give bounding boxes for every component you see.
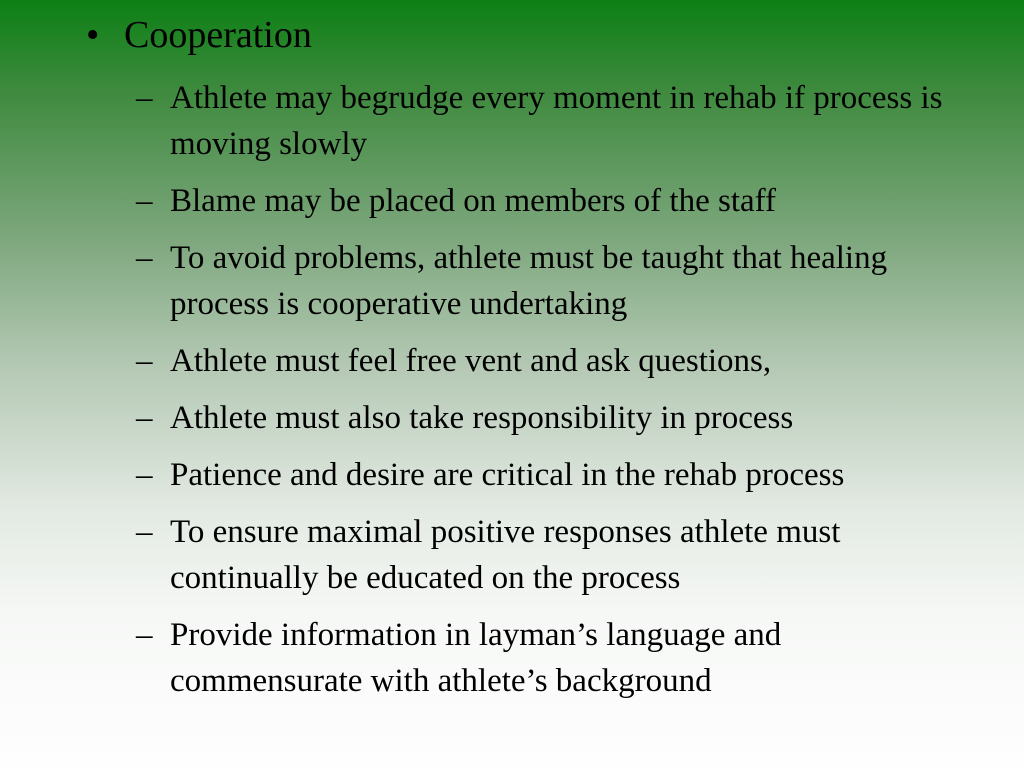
sub-bullet-item bbox=[136, 338, 966, 384]
sub-bullet-text: Patience and desire are critical in the rehab process bbox=[170, 457, 845, 493]
sub-bullet-text: Athlete must feel free vent and ask questions, bbox=[170, 343, 772, 379]
dash-marker: – bbox=[136, 514, 153, 550]
sub-bullet-text: Athlete may begrudge every moment in rehab if process is moving slowly bbox=[170, 80, 943, 162]
dash-marker: – bbox=[136, 400, 153, 436]
dash-marker: – bbox=[136, 240, 153, 276]
sub-bullet-text: To ensure maximal positive responses athlete must continually be educated on the process bbox=[170, 514, 841, 596]
sub-bullet-item bbox=[136, 178, 966, 224]
main-bullet-text: Cooperation bbox=[124, 14, 312, 56]
dash-marker: – bbox=[136, 457, 153, 493]
sub-bullet-text: To avoid problems, athlete must be taught that healing process is cooperative undertaking bbox=[170, 240, 888, 322]
sub-bullet-item bbox=[136, 612, 966, 704]
dash-marker: – bbox=[136, 343, 153, 379]
sub-bullet-text: Provide information in layman’s language and commensurate with athlete’s background bbox=[170, 617, 782, 699]
sub-bullet-text: Blame may be placed on members of the staff bbox=[170, 183, 777, 219]
sub-bullet-item bbox=[136, 75, 966, 167]
sub-bullet-item bbox=[136, 452, 966, 498]
dash-marker: – bbox=[136, 183, 153, 219]
sub-bullet-item bbox=[136, 509, 966, 601]
dash-marker: – bbox=[136, 617, 153, 653]
sub-bullet-item bbox=[136, 395, 966, 441]
sub-bullet-text: Athlete must also take responsibility in process bbox=[170, 400, 794, 436]
main-bullet bbox=[86, 10, 312, 60]
sub-bullet-item bbox=[136, 235, 966, 327]
dash-marker: – bbox=[136, 80, 153, 116]
sub-bullet-list bbox=[136, 75, 966, 715]
bullet-marker: • bbox=[86, 14, 100, 56]
